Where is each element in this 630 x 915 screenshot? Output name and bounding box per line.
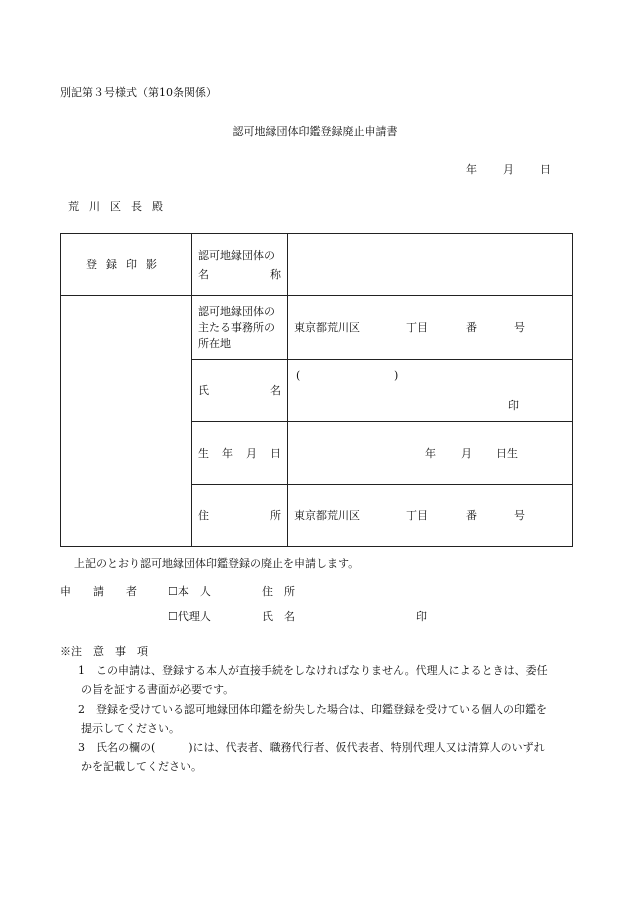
name-seal-mark: 印 (508, 399, 519, 412)
note-3-line2: かを記載してください。 (81, 760, 202, 773)
note-2-line1: 2 登録を受けている認可地縁団体印鑑を紛失した場合は、印鑑登録を受けている個人の印鑑を (78, 703, 547, 716)
addressee: 荒川区長殿 (68, 200, 173, 213)
office-chome-label: 丁目 (406, 321, 428, 334)
birth-label-char-3: 月 (246, 446, 257, 460)
date-year-label: 年 (466, 163, 477, 176)
address-label (192, 485, 288, 547)
office-label-line3: 所在地 (198, 336, 231, 350)
note-2-line2: 提示してください。 (81, 722, 180, 735)
address-city: 東京都荒川区 (294, 509, 360, 522)
birth-month-label: 月 (461, 447, 472, 460)
name-paren-close: ) (394, 369, 399, 382)
name-label-char-1: 氏 (198, 384, 209, 397)
address-chome-label: 丁目 (406, 509, 428, 522)
note-1-line1: 1 この申請は、登録する本人が直接手続をしなければなりません。代理人によるときは、委任 (78, 664, 548, 677)
address-ban-label: 番 (466, 509, 477, 522)
applicant-name-label: 氏 名 (262, 610, 295, 623)
birth-day-label: 日生 (496, 447, 518, 460)
birth-label-char-2: 年 (222, 446, 233, 460)
group-name-label (192, 234, 288, 296)
birth-year-label: 年 (425, 447, 436, 460)
document-title: 認可地縁団体印鑑登録廃止申請書 (232, 125, 398, 138)
office-go-label: 号 (514, 321, 525, 334)
applicant-seal-mark: 印 (416, 610, 427, 623)
office-label-line1: 認可地縁団体の (198, 304, 275, 318)
group-name-label-char-2: 称 (270, 267, 281, 281)
birth-date-field[interactable] (288, 422, 573, 485)
birth-label-char-4: 日 (270, 446, 281, 460)
name-label (192, 360, 288, 422)
proxy-checkbox[interactable]: ☐代理人 (168, 610, 211, 623)
seal-impression-label: 登録印影 (61, 234, 192, 296)
seal-impression-area (61, 296, 192, 547)
birth-date-label (192, 422, 288, 485)
name-paren-open: ( (296, 369, 301, 382)
application-statement: 上記のとおり認可地縁団体印鑑登録の廃止を申請します。 (74, 557, 360, 570)
applicant-address-label: 住 所 (262, 585, 295, 598)
name-field[interactable] (288, 360, 573, 422)
office-city: 東京都荒川区 (294, 321, 360, 334)
note-3-line1: 3 氏名の欄の( )には、代表者、職務代行者、仮代表者、特別代理人又は清算人のいずれ (78, 741, 545, 754)
date-day-label: 日 (540, 163, 551, 176)
date-month-label: 月 (503, 163, 514, 176)
registration-table (60, 233, 573, 547)
notes-heading: ※注 意 事 項 (60, 645, 148, 658)
group-name-field[interactable] (288, 234, 573, 296)
address-label-char-1: 住 (198, 509, 209, 522)
applicant-label: 申 請 者 (60, 585, 137, 598)
office-location-field[interactable] (288, 296, 573, 360)
name-label-char-2: 名 (270, 384, 281, 397)
self-checkbox[interactable]: ☐本 人 (168, 585, 211, 598)
office-label-line2: 主たる事務所の (198, 320, 275, 334)
office-ban-label: 番 (466, 321, 477, 334)
form-number-label: 別記第３号様式（第10条関係） (60, 86, 217, 99)
address-field[interactable] (288, 485, 573, 547)
note-1-line2: の旨を証する書面が必要です。 (81, 683, 235, 696)
address-go-label: 号 (514, 509, 525, 522)
birth-label-char-1: 生 (198, 446, 209, 460)
group-name-label-line1: 認可地縁団体の (198, 248, 275, 262)
group-name-label-char-1: 名 (198, 267, 209, 281)
office-location-label (192, 296, 288, 360)
address-label-char-2: 所 (270, 509, 281, 522)
group-name-label-line2 (198, 265, 281, 284)
